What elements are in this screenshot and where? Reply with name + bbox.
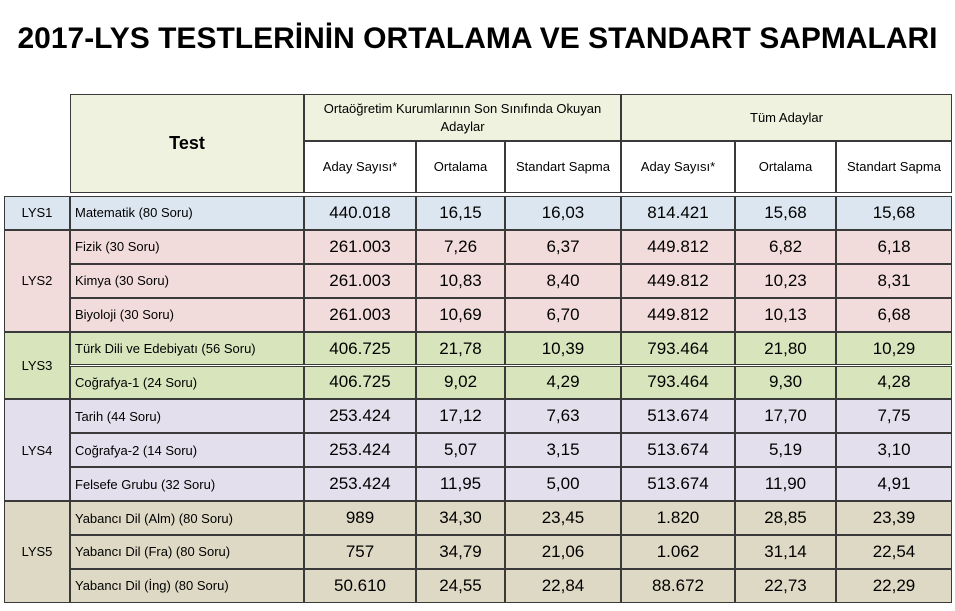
value-cell: 261.003 (304, 230, 416, 264)
value-cell: 8,40 (505, 264, 621, 298)
value-cell: 5,00 (505, 467, 621, 501)
value-cell: 23,39 (836, 501, 952, 535)
value-cell: 31,14 (735, 535, 836, 569)
value-cell: 757 (304, 535, 416, 569)
test-name-cell: Tarih (44 Soru) (70, 399, 304, 433)
group-label: LYS5 (4, 501, 70, 603)
value-cell: 15,68 (735, 196, 836, 230)
column-header: Aday Sayısı* (304, 141, 416, 193)
value-cell: 34,79 (416, 535, 505, 569)
value-cell: 449.812 (621, 264, 735, 298)
test-name-cell: Biyoloji (30 Soru) (70, 298, 304, 332)
value-cell: 3,15 (505, 433, 621, 467)
column-header: Ortalama (735, 141, 836, 193)
value-cell: 6,68 (836, 298, 952, 332)
value-cell: 23,45 (505, 501, 621, 535)
value-cell: 11,95 (416, 467, 505, 501)
value-cell: 989 (304, 501, 416, 535)
value-cell: 17,70 (735, 399, 836, 433)
value-cell: 21,78 (416, 332, 505, 366)
value-cell: 1.820 (621, 501, 735, 535)
value-cell: 449.812 (621, 230, 735, 264)
column-header: Aday Sayısı* (621, 141, 735, 193)
test-name-cell: Matematik (80 Soru) (70, 196, 304, 230)
test-name-cell: Coğrafya-2 (14 Soru) (70, 433, 304, 467)
value-cell: 22,73 (735, 569, 836, 603)
value-cell: 15,68 (836, 196, 952, 230)
value-cell: 449.812 (621, 298, 735, 332)
value-cell: 7,26 (416, 230, 505, 264)
test-name-cell: Kimya (30 Soru) (70, 264, 304, 298)
value-cell: 22,29 (836, 569, 952, 603)
value-cell: 406.725 (304, 366, 416, 400)
test-name-cell: Fizik (30 Soru) (70, 230, 304, 264)
value-cell: 406.725 (304, 332, 416, 366)
value-cell: 88.672 (621, 569, 735, 603)
value-cell: 3,10 (836, 433, 952, 467)
value-cell: 17,12 (416, 399, 505, 433)
value-cell: 253.424 (304, 433, 416, 467)
value-cell: 10,69 (416, 298, 505, 332)
value-cell: 10,83 (416, 264, 505, 298)
value-cell: 10,13 (735, 298, 836, 332)
value-cell: 16,15 (416, 196, 505, 230)
value-cell: 6,82 (735, 230, 836, 264)
value-cell: 22,54 (836, 535, 952, 569)
value-cell: 5,07 (416, 433, 505, 467)
page-title: 2017-LYS TESTLERİNİN ORTALAMA VE STANDART SAPMALARI (17, 22, 938, 55)
value-cell: 11,90 (735, 467, 836, 501)
value-cell: 4,91 (836, 467, 952, 501)
value-cell: 261.003 (304, 298, 416, 332)
test-name-cell: Felsefe Grubu (32 Soru) (70, 467, 304, 501)
value-cell: 440.018 (304, 196, 416, 230)
value-cell: 22,84 (505, 569, 621, 603)
value-cell: 7,63 (505, 399, 621, 433)
group-label: LYS2 (4, 230, 70, 332)
value-cell: 513.674 (621, 399, 735, 433)
value-cell: 6,37 (505, 230, 621, 264)
value-cell: 793.464 (621, 366, 735, 400)
value-cell: 8,31 (836, 264, 952, 298)
value-cell: 10,39 (505, 332, 621, 366)
value-cell: 4,28 (836, 366, 952, 400)
value-cell: 513.674 (621, 467, 735, 501)
value-cell: 21,06 (505, 535, 621, 569)
value-cell: 10,23 (735, 264, 836, 298)
value-cell: 513.674 (621, 433, 735, 467)
value-cell: 50.610 (304, 569, 416, 603)
column-header: Standart Sapma (836, 141, 952, 193)
value-cell: 253.424 (304, 467, 416, 501)
group-header-all-candidates: Tüm Adaylar (621, 94, 952, 141)
value-cell: 28,85 (735, 501, 836, 535)
test-name-cell: Yabancı Dil (Fra) (80 Soru) (70, 535, 304, 569)
value-cell: 253.424 (304, 399, 416, 433)
value-cell: 9,02 (416, 366, 505, 400)
value-cell: 34,30 (416, 501, 505, 535)
value-cell: 1.062 (621, 535, 735, 569)
value-cell: 21,80 (735, 332, 836, 366)
test-name-cell: Türk Dili ve Edebiyatı (56 Soru) (70, 332, 304, 366)
value-cell: 6,70 (505, 298, 621, 332)
value-cell: 5,19 (735, 433, 836, 467)
test-name-cell: Yabancı Dil (Alm) (80 Soru) (70, 501, 304, 535)
value-cell: 814.421 (621, 196, 735, 230)
value-cell: 10,29 (836, 332, 952, 366)
test-column-header: Test (70, 94, 304, 193)
group-label: LYS1 (4, 196, 70, 230)
column-header: Ortalama (416, 141, 505, 193)
value-cell: 261.003 (304, 264, 416, 298)
value-cell: 9,30 (735, 366, 836, 400)
value-cell: 6,18 (836, 230, 952, 264)
test-name-cell: Coğrafya-1 (24 Soru) (70, 366, 304, 400)
value-cell: 16,03 (505, 196, 621, 230)
group-header-final-year: Ortaöğretim Kurumlarının Son Sınıfında Okuyan Adaylar (304, 94, 621, 141)
value-cell: 24,55 (416, 569, 505, 603)
test-name-cell: Yabancı Dil (İng) (80 Soru) (70, 569, 304, 603)
group-label: LYS3 (4, 332, 70, 400)
value-cell: 793.464 (621, 332, 735, 366)
value-cell: 4,29 (505, 366, 621, 400)
column-header: Standart Sapma (505, 141, 621, 193)
group-label: LYS4 (4, 399, 70, 501)
value-cell: 7,75 (836, 399, 952, 433)
